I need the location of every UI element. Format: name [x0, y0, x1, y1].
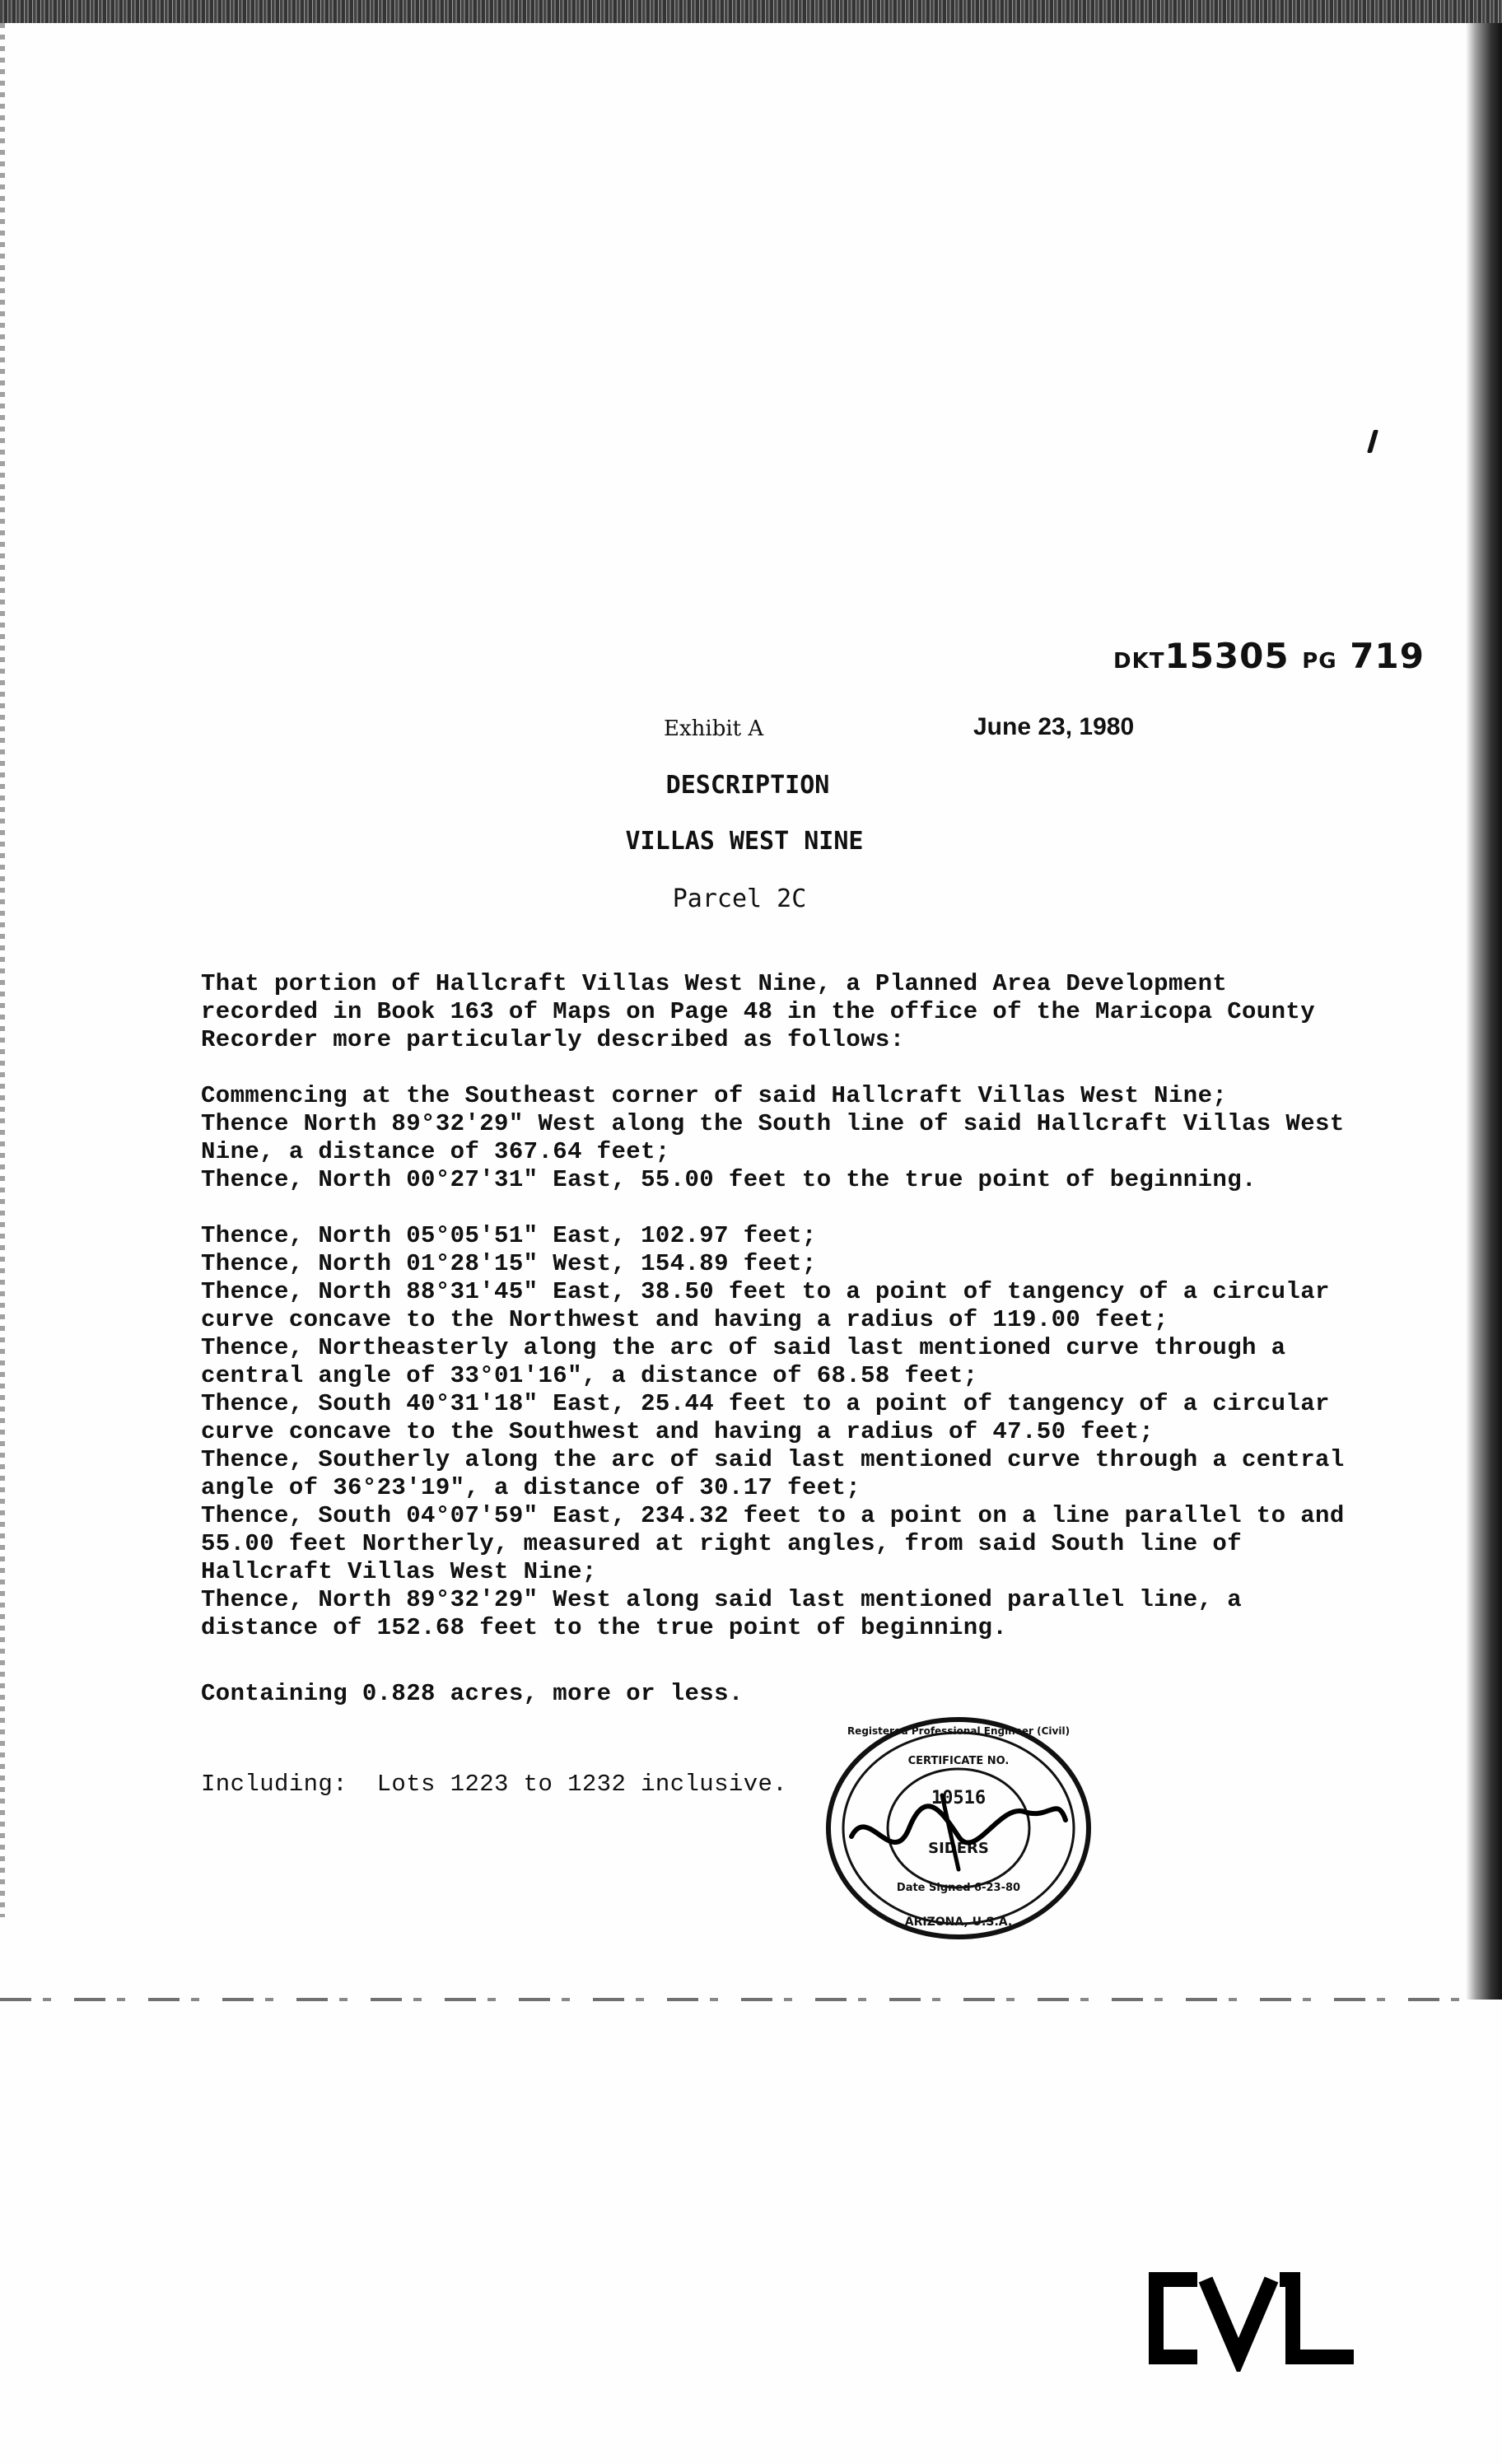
text-line: Thence North 89°32'29" West along the South line of said Hallcraft Villas West [201, 1110, 1345, 1137]
containing-line [201, 1680, 1337, 1708]
exhibit-label: Exhibit A [664, 716, 764, 741]
seal-date-signed: Date Signed 6-23-80 [896, 1882, 1021, 1894]
text-line: distance of 152.68 feet to the true point of beginning. [201, 1614, 1008, 1641]
text-line: Thence, Northeasterly along the arc of said last mentioned curve through a [201, 1334, 1286, 1361]
pen-mark [1367, 430, 1378, 453]
text-line: That portion of Hallcraft Villas West Nine, a Planned Area Development [201, 970, 1228, 997]
text-line: Containing 0.828 acres, more or less. [201, 1680, 744, 1707]
text-line: recorded in Book 163 of Maps on Page 48 in the office of the Maricopa County [201, 998, 1316, 1025]
seal-outer-text: Registered Professional Engineer (Civil) [847, 1725, 1071, 1737]
text-line: Recorder more particularly described as follows: [201, 1026, 905, 1053]
text-line: angle of 36°23'19", a distance of 30.17 feet; [201, 1474, 861, 1501]
scan-divider [0, 1998, 1466, 2001]
docket-prefix: DKT [1113, 649, 1165, 674]
document-date: June 23, 1980 [973, 713, 1135, 740]
description-heading: DESCRIPTION [665, 771, 830, 800]
text-line: Thence, South 04°07'59" East, 234.32 feet to a point on a line parallel to and [201, 1502, 1345, 1529]
text-line: Thence, North 01°28'15" West, 154.89 feet; [201, 1250, 817, 1277]
text-line: Thence, North 88°31'45" East, 38.50 feet to a point of tangency of a circular [201, 1278, 1330, 1305]
logo-lettering: CVL [1148, 2265, 1150, 2266]
text-line: Hallcraft Villas West Nine; [201, 1558, 597, 1585]
text-line: Nine, a distance of 367.64 feet; [201, 1138, 670, 1165]
scan-noise-top [0, 0, 1502, 23]
text-line: curve concave to the Northwest and having a radius of 119.00 feet; [201, 1306, 1168, 1333]
engineer-seal [819, 1713, 1099, 1944]
seal-certificate-number: 10516 [931, 1788, 987, 1808]
text-line: Thence, North 00°27'31" East, 55.00 feet to the true point of beginning. [201, 1166, 1257, 1193]
scan-shadow-right [1466, 23, 1502, 2000]
parcel-heading: Parcel 2C [672, 884, 807, 913]
cvl-logo [1148, 2265, 1362, 2372]
seal-state: ARIZONA, U.S.A. [904, 1916, 1013, 1929]
text-line: Thence, South 40°31'18" East, 25.44 feet to a point of tangency of a circular [201, 1390, 1330, 1417]
including-line [201, 1771, 1337, 1799]
page-number: 719 [1350, 636, 1425, 676]
text-line: curve concave to the Southwest and having a radius of 47.50 feet; [201, 1418, 1154, 1445]
text-line: Thence, North 89°32'29" West along said last mentioned parallel line, a [201, 1586, 1243, 1613]
docket-number: 15305 [1164, 636, 1290, 676]
text-line: Thence, North 05°05'51" East, 102.97 feet; [201, 1222, 817, 1249]
text-line: Commencing at the Southeast corner of said Hallcraft Villas West Nine; [201, 1082, 1228, 1109]
seal-name: SIDERS [928, 1840, 989, 1857]
page-prefix: PG [1302, 649, 1337, 674]
seal-certificate-label: CERTIFICATE NO. [907, 1755, 1010, 1767]
docket-reference [1113, 636, 1425, 676]
text-line: 55.00 feet Northerly, measured at right angles, from said South line of [201, 1530, 1243, 1557]
scan-noise-left [0, 23, 5, 1917]
text-line: central angle of 33°01'16", a distance of 68.58 feet; [201, 1362, 978, 1389]
intro-paragraph [201, 970, 1337, 1054]
project-heading: VILLAS WEST NINE [625, 827, 864, 856]
commencing-paragraph [201, 1082, 1345, 1194]
text-line: Including: Lots 1223 to 1232 inclusive. [201, 1771, 788, 1798]
text-line: Thence, Southerly along the arc of said last mentioned curve through a central [201, 1446, 1345, 1473]
signature-scribble [851, 1806, 1066, 1842]
courses-paragraph [201, 1222, 1345, 1642]
